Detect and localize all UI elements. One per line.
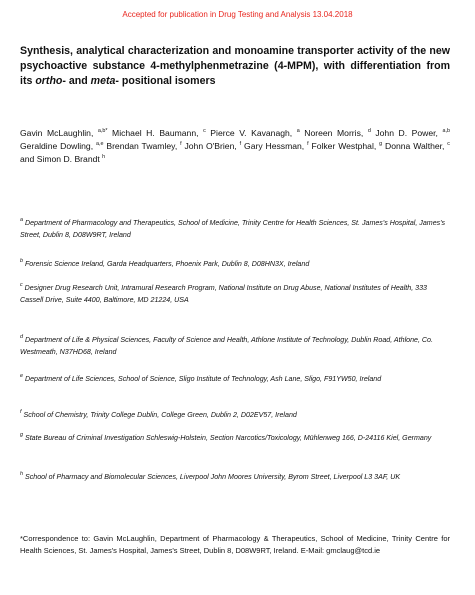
affiliation-b xyxy=(20,259,450,271)
affiliation-text: Designer Drug Research Unit, Intramural Research Program, National Institute on Drug Abuse, National Institutes of Health, 333 Cassell Drive, Suite 4400, Baltimore, MD 21224, USA xyxy=(20,284,427,304)
affiliation-h xyxy=(20,472,450,484)
affiliation-e xyxy=(20,374,450,386)
author: Brendan Twamley, xyxy=(103,141,178,152)
author: Folker Westphal, xyxy=(308,141,377,152)
affiliation-mark: d xyxy=(20,334,23,340)
author-affiliation-mark: f xyxy=(180,141,182,148)
paper-title xyxy=(20,44,450,89)
author-affiliation-mark: a,b* xyxy=(97,128,108,134)
affiliation-f xyxy=(20,410,450,422)
author-affiliation-mark: c xyxy=(203,128,206,134)
author-affiliation-mark: c xyxy=(447,141,450,148)
affiliation-text: State Bureau of Criminal Investigation Schleswig-Holstein, Section Narcotics/Toxicology, Mühlenweg 166, D-24116 Kiel, Germany xyxy=(23,434,432,442)
author: John D. Power, xyxy=(370,128,438,138)
title-meta: meta xyxy=(90,75,116,87)
title-end: - positional isomers xyxy=(115,75,216,87)
affiliation-g xyxy=(20,433,450,445)
author: Gary Hessman, xyxy=(241,141,305,152)
author-affiliation-mark: a,b xyxy=(442,128,450,134)
affiliation-mark: h xyxy=(20,471,23,477)
affiliation-a xyxy=(20,218,450,241)
title-mid: - and xyxy=(62,75,88,87)
affiliation-text: School of Chemistry, Trinity College Dublin, College Green, Dublin 2, D02EV57, Ireland xyxy=(21,411,297,419)
affiliation-mark: b xyxy=(20,258,23,264)
affiliation-mark: g xyxy=(20,432,23,438)
affiliation-text: School of Pharmacy and Biomolecular Sciences, Liverpool John Moores University, Byrom Street, Liverpool L3 3AF, UK xyxy=(23,473,401,481)
correspondence-note: *Correspondence to: Gavin McLaughlin, Department of Pharmacology & Therapeutics, School of Medicine, Trinity Centre for Health Sciences, St. James's Hospital, James's Street, Dublin 8, D08W9RT, Ireland. E-Mail: gmclaug@tcd.ie xyxy=(20,534,450,555)
affiliation-mark: c xyxy=(20,282,23,288)
affiliation-mark: e xyxy=(20,373,23,379)
author: Donna Walther, xyxy=(382,141,445,152)
author-list xyxy=(20,127,450,167)
author: Noreen Morris, xyxy=(299,128,364,138)
publication-banner: Accepted for publication in Drug Testing and Analysis 13.04.2018 xyxy=(122,10,353,19)
author: Geraldine Dowling, xyxy=(20,141,94,152)
affiliation-text: Department of Life Sciences, School of Science, Sligo Institute of Technology, Ash Lane, Sligo, F91YW50, Ireland xyxy=(23,375,382,383)
author-affiliation-mark: f xyxy=(307,141,309,148)
author-affiliation-mark: a xyxy=(296,128,300,134)
affiliation-mark: f xyxy=(20,409,22,415)
affiliation-text: Department of Pharmacology and Therapeutics, School of Medicine, Trinity Centre for Health Sciences, St. James's Hospital, James's Street, Dublin 8, D08W9RT, Ireland xyxy=(20,219,446,239)
author-affiliation-mark: f xyxy=(239,141,242,148)
author-affiliation-mark: g xyxy=(379,141,383,148)
affiliation-text: Forensic Science Ireland, Garda Headquarters, Phoenix Park, Dublin 8, D08HN3X, Ireland xyxy=(23,260,310,268)
author-affiliation-mark: a,e xyxy=(95,141,104,148)
affiliation-c xyxy=(20,283,450,306)
affiliation-d xyxy=(20,335,450,358)
affiliation-mark: a xyxy=(20,217,23,223)
author-affiliation-mark: h xyxy=(102,154,106,161)
author-affiliation-mark: d xyxy=(367,128,371,134)
title-main: Synthesis, analytical characterization and monoamine transporter activity of the new psychoactive substance 4-methylphenmetrazine (4-MPM), with differentiation from its xyxy=(20,45,450,87)
author: John O'Brien, xyxy=(181,141,237,152)
author: Pierce V. Kavanagh, xyxy=(205,128,293,138)
title-ortho: ortho xyxy=(35,75,63,87)
affiliation-text: Department of Life & Physical Sciences, Faculty of Science and Health, Athlone Institute of Technology, Dublin Road, Athlone, Co. Westmeath, N37HD68, Ireland xyxy=(20,336,433,356)
author: Michael H. Baumann, xyxy=(107,128,199,138)
author: and Simon D. Brandt xyxy=(20,154,100,165)
author: Gavin McLaughlin, xyxy=(20,128,94,138)
